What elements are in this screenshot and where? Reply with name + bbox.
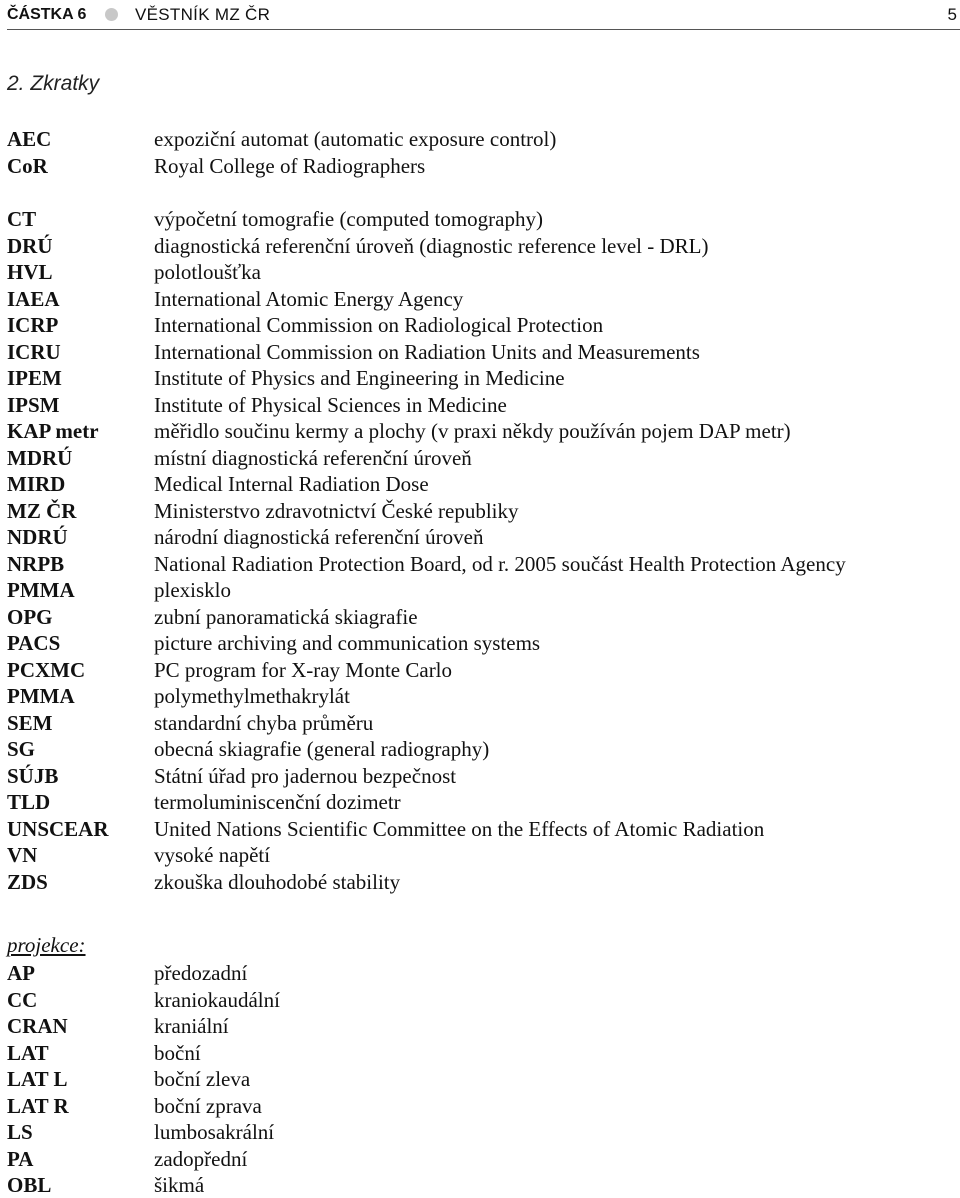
abbreviation-meaning: diagnostická referenční úroveň (diagnostic reference level - DRL) bbox=[154, 233, 709, 258]
abbreviation-meaning: International Atomic Energy Agency bbox=[154, 286, 464, 311]
abbreviation-meaning: boční zprava bbox=[154, 1093, 262, 1118]
abbreviation-term: IPSM bbox=[7, 392, 60, 417]
abbreviation-term: HVL bbox=[7, 260, 53, 284]
abbreviation-meaning: International Commission on Radiation Units and Measurements bbox=[154, 339, 700, 364]
abbreviation-meaning: United Nations Scientific Committee on the Effects of Atomic Radiation bbox=[154, 816, 765, 841]
abbreviation-meaning: obecná skiagrafie (general radiography) bbox=[154, 737, 490, 761]
section-title: 2. Zkratky bbox=[7, 72, 100, 95]
abbreviation-meaning: polymethylmethakrylát bbox=[154, 684, 350, 708]
abbreviation-meaning: předozadní bbox=[154, 961, 248, 985]
abbreviation-term: PMMA bbox=[7, 684, 75, 708]
abbreviation-meaning: kraniokaudální bbox=[154, 987, 280, 1012]
abbreviation-meaning: Institute of Physical Sciences in Medicine bbox=[154, 392, 507, 417]
abbreviation-term: PACS bbox=[7, 631, 61, 655]
abbreviation-meaning: měřidlo součinu kermy a plochy (v praxi někdy používán pojem DAP metr) bbox=[154, 419, 791, 443]
abbreviation-term: AEC bbox=[7, 127, 52, 151]
abbreviation-meaning: Royal College of Radiographers bbox=[154, 153, 426, 178]
abbreviation-meaning: vysoké napětí bbox=[154, 843, 271, 867]
abbreviation-meaning: lumbosakrální bbox=[154, 1120, 275, 1144]
projections-title: projekce: bbox=[7, 933, 86, 957]
abbreviation-term: CoR bbox=[7, 153, 48, 178]
abbreviation-term: CT bbox=[7, 207, 37, 231]
abbreviation-term: VN bbox=[7, 843, 38, 867]
abbreviation-term: OPG bbox=[7, 604, 53, 629]
abbreviation-term: PA bbox=[7, 1146, 34, 1171]
abbreviation-meaning: šikmá bbox=[154, 1173, 205, 1197]
abbreviation-meaning: polotloušťka bbox=[154, 260, 261, 284]
abbreviation-term: CRAN bbox=[7, 1014, 68, 1038]
separator-dot-icon bbox=[105, 8, 118, 21]
abbreviation-term: UNSCEAR bbox=[7, 816, 109, 841]
abbreviation-term: PMMA bbox=[7, 578, 75, 602]
abbreviation-term: ICRU bbox=[7, 339, 61, 364]
abbreviation-meaning: picture archiving and communication systems bbox=[154, 631, 541, 655]
abbreviation-term: LAT R bbox=[7, 1093, 69, 1118]
abbreviation-term: IPEM bbox=[7, 366, 62, 390]
abbreviation-term: SEM bbox=[7, 710, 53, 735]
abbreviation-meaning: Institute of Physics and Engineering in Medicine bbox=[154, 366, 565, 390]
abbreviation-meaning: standardní chyba průměru bbox=[154, 710, 374, 735]
abbreviation-term: IAEA bbox=[7, 286, 60, 311]
issue-part: ČÁSTKA 6 bbox=[7, 6, 87, 23]
abbreviation-meaning: Ministerstvo zdravotnictví České republiky bbox=[154, 498, 519, 523]
abbreviation-meaning: International Commission on Radiological Protection bbox=[154, 313, 604, 337]
abbreviation-term: LAT bbox=[7, 1040, 49, 1065]
abbreviation-meaning: kraniální bbox=[154, 1014, 229, 1038]
abbreviation-meaning: zadopřední bbox=[154, 1146, 248, 1171]
abbreviation-term: DRÚ bbox=[7, 233, 53, 258]
abbreviation-term: LS bbox=[7, 1120, 33, 1144]
abbreviation-meaning: národní diagnostická referenční úroveň bbox=[154, 525, 484, 549]
abbreviation-term: LAT L bbox=[7, 1067, 68, 1091]
abbreviation-meaning: plexisklo bbox=[154, 578, 231, 602]
abbreviation-term: CC bbox=[7, 987, 38, 1012]
abbreviation-meaning: zkouška dlouhodobé stability bbox=[154, 869, 401, 894]
abbreviation-meaning: Medical Internal Radiation Dose bbox=[154, 472, 429, 496]
abbreviation-term: NRPB bbox=[7, 551, 65, 576]
abbreviation-term: PCXMC bbox=[7, 657, 86, 682]
abbreviation-term: TLD bbox=[7, 790, 51, 814]
abbreviation-meaning: expoziční automat (automatic exposure control) bbox=[154, 127, 557, 151]
abbreviation-meaning: National Radiation Protection Board, od r. 2005 součást Health Protection Agency bbox=[154, 551, 846, 576]
abbreviation-meaning: boční zleva bbox=[154, 1067, 251, 1091]
abbreviation-meaning: zubní panoramatická skiagrafie bbox=[154, 604, 418, 629]
page-number: 5 bbox=[947, 5, 957, 24]
abbreviation-term: SG bbox=[7, 737, 36, 761]
abbreviation-term: ICRP bbox=[7, 313, 59, 337]
abbreviation-meaning: PC program for X-ray Monte Carlo bbox=[154, 657, 453, 682]
abbreviation-term: SÚJB bbox=[7, 763, 59, 788]
abbreviation-term: ZDS bbox=[7, 869, 48, 894]
abbreviation-term: MIRD bbox=[7, 472, 66, 496]
page-header bbox=[7, 0, 960, 30]
abbreviation-meaning: místní diagnostická referenční úroveň bbox=[154, 445, 472, 470]
abbreviation-term: MZ ČR bbox=[7, 498, 77, 523]
journal-title: VĚSTNÍK MZ ČR bbox=[135, 5, 271, 24]
abbreviation-term: OBL bbox=[7, 1173, 52, 1197]
abbreviation-meaning: Státní úřad pro jadernou bezpečnost bbox=[154, 763, 457, 788]
abbreviation-term: KAP metr bbox=[7, 419, 99, 443]
abbreviation-meaning: boční bbox=[154, 1040, 201, 1065]
abbreviation-meaning: termoluminiscenční dozimetr bbox=[154, 790, 401, 814]
abbreviation-meaning: výpočetní tomografie (computed tomography) bbox=[154, 207, 543, 231]
abbreviation-term: MDRÚ bbox=[7, 445, 73, 470]
abbreviation-term: NDRÚ bbox=[7, 525, 68, 549]
abbreviation-term: AP bbox=[7, 961, 35, 985]
